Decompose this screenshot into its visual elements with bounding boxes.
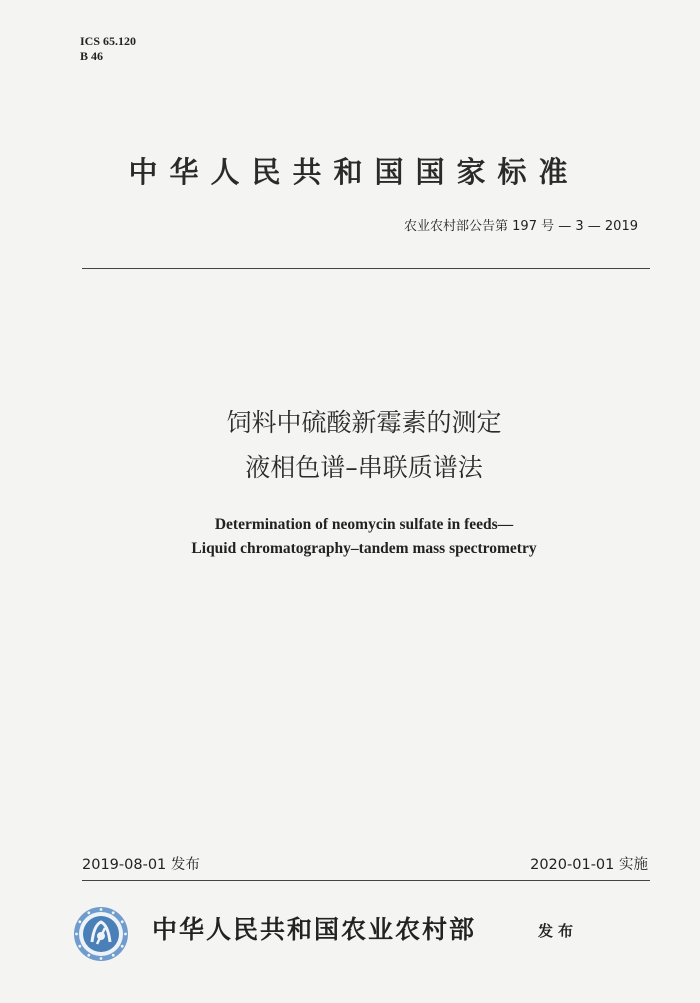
english-title: [0, 513, 700, 561]
standard-number: 农业农村部公告第 197 号 — 3 — 2019: [404, 219, 638, 234]
chinese-title-line-2: 液相色谱–串联质谱法: [245, 453, 483, 482]
chinese-title: [0, 400, 700, 490]
national-standard-title: 中华人民共和国国家标准: [128, 155, 580, 189]
chinese-title-line-1: 饲料中硫酸新霉素的测定: [226, 408, 502, 437]
effective-date: 2020-01-01 实施: [530, 857, 648, 873]
english-title-line-1: Determination of neomycin sulfate in feeds—: [214, 516, 514, 533]
classification-codes: [80, 34, 136, 64]
ministry-name: 中华人民共和国农业农村部: [152, 915, 477, 944]
issue-date: 2019-08-01 发布: [82, 857, 200, 873]
header-divider: [82, 268, 650, 269]
ministry-emblem-icon: [72, 905, 130, 963]
publish-label: 发布: [538, 922, 579, 940]
english-title-line-2: Liquid chromatography–tandem mass spectrometry: [191, 540, 537, 557]
ccs-code: B 46: [80, 49, 104, 63]
ics-code: ICS 65.120: [80, 34, 137, 48]
footer-divider: [82, 880, 650, 881]
